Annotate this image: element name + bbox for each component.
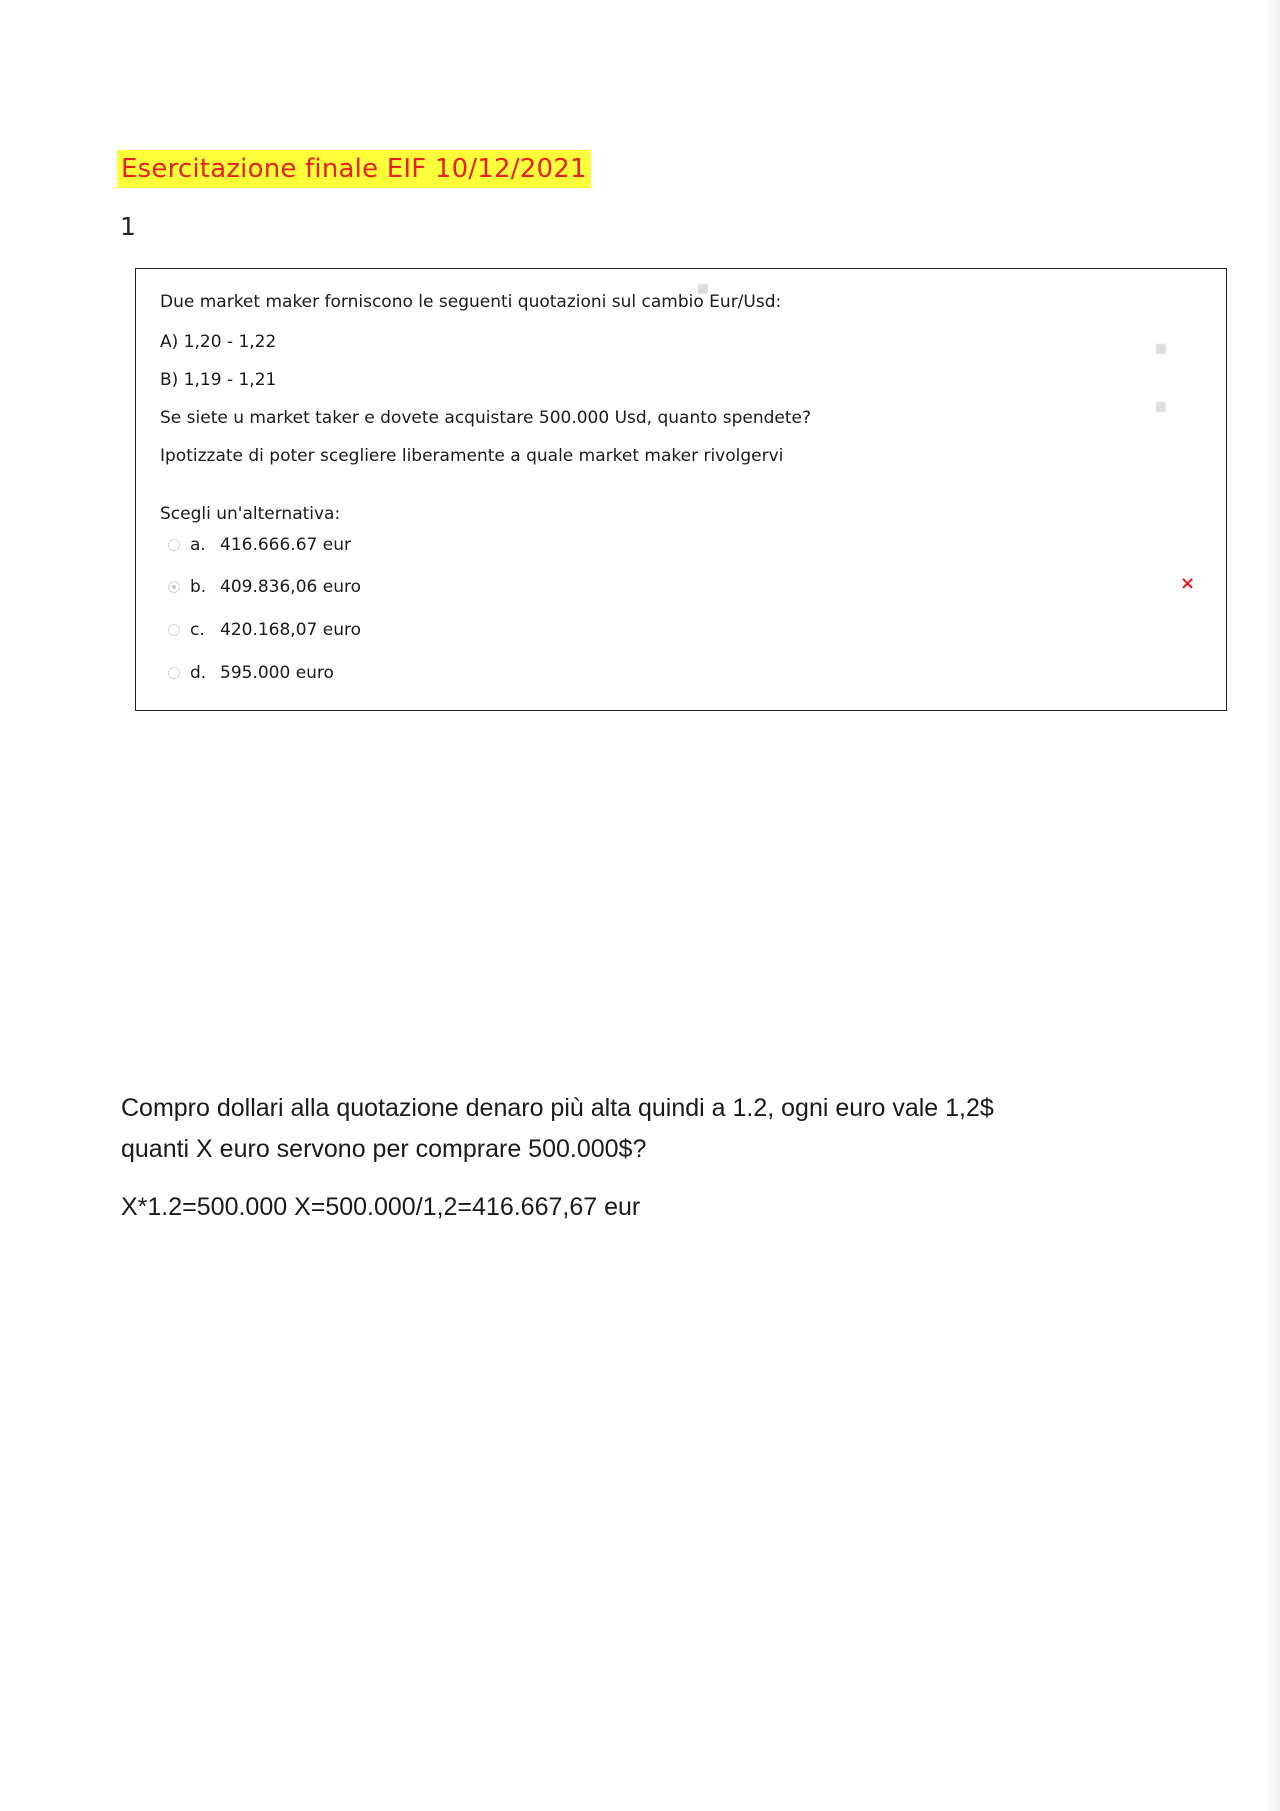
option-text: 595.000 euro xyxy=(220,663,334,683)
choice-prompt: Scegli un'alternativa: xyxy=(160,504,341,524)
quote-a: A) 1,20 - 1,22 xyxy=(160,332,277,352)
quote-b: B) 1,19 - 1,21 xyxy=(160,370,277,390)
question-hint: Ipotizzate di poter scegliere liberamente a quale market maker rivolgervi xyxy=(160,446,784,466)
option-letter: c. xyxy=(190,620,205,640)
radio-b-selected[interactable] xyxy=(168,581,180,593)
question-intro: Due market maker forniscono le seguenti quotazioni sul cambio Eur/Usd: xyxy=(160,292,782,312)
option-letter: a. xyxy=(190,535,206,555)
option-a[interactable] xyxy=(168,533,351,557)
page-title: Esercitazione finale EIF 10/12/2021 xyxy=(117,150,591,188)
answer-calculation: X*1.2=500.000 X=500.000/1,2=416.667,67 eur xyxy=(121,1193,641,1221)
incorrect-icon: × xyxy=(1180,573,1196,594)
bleed-through: ▪ xyxy=(1154,393,1168,417)
option-letter: d. xyxy=(190,663,207,683)
answer-line-2: quanti X euro servono per comprare 500.000$? xyxy=(121,1135,647,1163)
option-letter: b. xyxy=(190,577,207,597)
radio-a[interactable] xyxy=(168,539,180,551)
question-text: Se siete u market taker e dovete acquistare 500.000 Usd, quanto spendete? xyxy=(160,408,811,428)
option-c[interactable] xyxy=(168,618,361,642)
question-box xyxy=(135,268,1227,711)
bleed-through: ▪ xyxy=(696,275,710,299)
radio-c[interactable] xyxy=(168,624,180,636)
bleed-through: ▪ xyxy=(1154,335,1168,359)
option-text: 420.168,07 euro xyxy=(220,620,361,640)
scan-edge xyxy=(1266,0,1280,1811)
option-text: 416.666.67 eur xyxy=(220,535,351,555)
option-b[interactable] xyxy=(168,575,361,599)
option-d[interactable] xyxy=(168,661,334,685)
option-text: 409.836,06 euro xyxy=(220,577,361,597)
question-number: 1 xyxy=(120,212,136,241)
answer-line-1: Compro dollari alla quotazione denaro più alta quindi a 1.2, ogni euro vale 1,2$ xyxy=(121,1094,994,1122)
radio-d[interactable] xyxy=(168,667,180,679)
